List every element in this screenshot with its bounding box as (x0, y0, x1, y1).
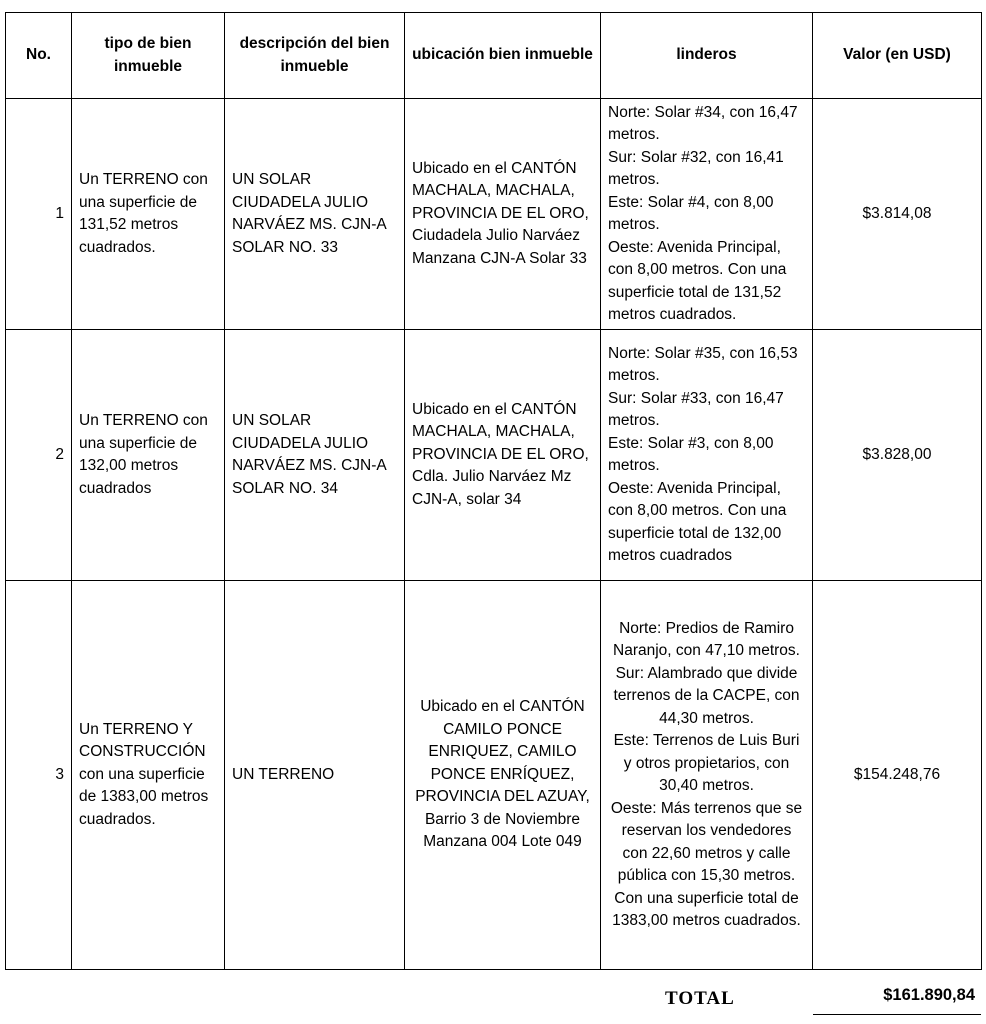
cell-descripcion: UN SOLAR CIUDADELA JULIO NARVÁEZ MS. CJN-A SOLAR NO. 33 (225, 99, 405, 330)
header-linderos: linderos (601, 13, 813, 99)
header-no: No. (6, 13, 72, 99)
header-valor: Valor (en USD) (813, 13, 982, 99)
header-tipo: tipo de bien inmueble (72, 13, 225, 99)
cell-valor: $3.828,00 (813, 330, 982, 581)
cell-tipo: Un TERRENO con una superficie de 131,52 metros cuadrados. (72, 99, 225, 330)
table-header-row (6, 13, 982, 99)
cell-ubicacion: Ubicado en el CANTÓN CAMILO PONCE ENRIQUEZ, CAMILO PONCE ENRÍQUEZ, PROVINCIA DEL AZUAY, Barrio 3 de Noviembre Manzana 004 Lote 049 (405, 581, 601, 970)
total-value: $161.890,84 (883, 986, 975, 1004)
cell-linderos: Norte: Solar #34, con 16,47 metros. Sur: Solar #32, con 16,41 metros. Este: Solar #4, con 8,00 metros. Oeste: Avenida Principal, con 8,00 metros. Con una superficie total de 131,52 metros cuadrados. (601, 99, 813, 330)
assets-table (5, 12, 982, 970)
header-descripcion: descripción del bien inmueble (225, 13, 405, 99)
cell-descripcion: UN TERRENO (225, 581, 405, 970)
cell-tipo: Un TERRENO con una superficie de 132,00 metros cuadrados (72, 330, 225, 581)
header-ubicacion: ubicación bien inmueble (405, 13, 601, 99)
cell-no: 3 (6, 581, 72, 970)
cell-no: 1 (6, 99, 72, 330)
cell-linderos: Norte: Predios de Ramiro Naranjo, con 47,10 metros. Sur: Alambrado que divide terrenos de la CACPE, con 44,30 metros. Este: Terrenos de Luis Buri y otros propietarios, con 30,40 metros. Oeste: Más terrenos que se reservan los vendedores con 22,60 metros y calle pública con 15,30 metros. Con una superficie total de 1383,00 metros cuadrados. (601, 581, 813, 970)
cell-valor: $154.248,76 (813, 581, 982, 970)
cell-ubicacion: Ubicado en el CANTÓN MACHALA, MACHALA, PROVINCIA DE EL ORO, Cdla. Julio Narváez Mz CJN-A, solar 34 (405, 330, 601, 581)
table-row (6, 330, 982, 581)
table-row (6, 99, 982, 330)
cell-valor: $3.814,08 (813, 99, 982, 330)
cell-ubicacion: Ubicado en el CANTÓN MACHALA, MACHALA, PROVINCIA DE EL ORO, Ciudadela Julio Narváez Manzana CJN-A Solar 33 (405, 99, 601, 330)
total-underline (813, 1014, 981, 1015)
total-label: TOTAL (665, 988, 735, 1009)
cell-linderos: Norte: Solar #35, con 16,53 metros. Sur: Solar #33, con 16,47 metros. Este: Solar #3, con 8,00 metros. Oeste: Avenida Principal, con 8,00 metros. Con una superficie total de 132,00 metros cuadrados (601, 330, 813, 581)
cell-tipo: Un TERRENO Y CONSTRUCCIÓN con una superficie de 1383,00 metros cuadrados. (72, 581, 225, 970)
table-row (6, 581, 982, 970)
cell-descripcion: UN SOLAR CIUDADELA JULIO NARVÁEZ MS. CJN-A SOLAR NO. 34 (225, 330, 405, 581)
cell-no: 2 (6, 330, 72, 581)
